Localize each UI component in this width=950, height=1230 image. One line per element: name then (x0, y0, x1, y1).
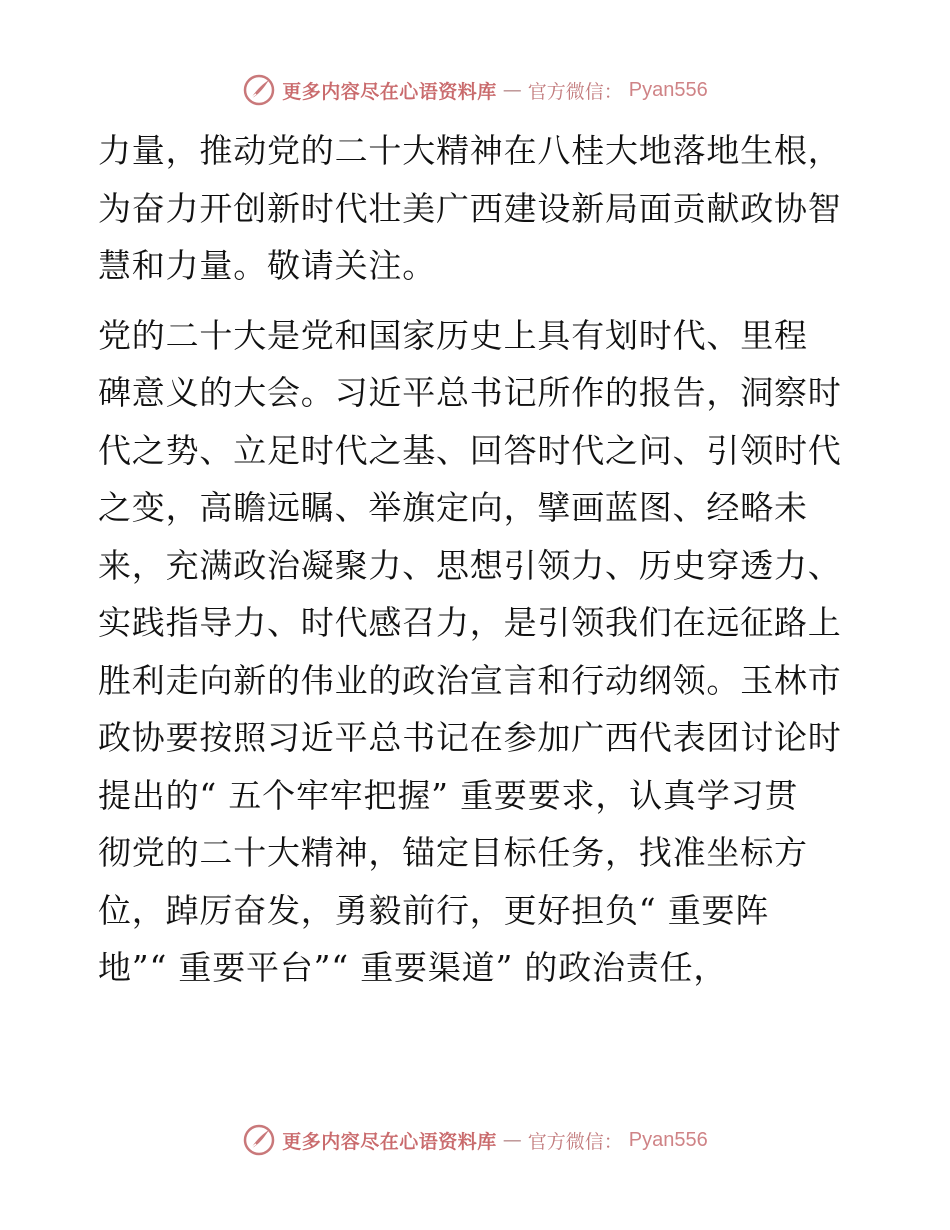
text-line: 之变，高瞻远瞩、举旗定向，擘画蓝图、经略未 (98, 488, 808, 527)
text-line: 力量，推动党的二十大精神在八桂大地落地生根， (98, 131, 842, 170)
quill-logo-icon (242, 1123, 276, 1157)
header-watermark (0, 72, 950, 108)
text-line: 提出的“ 五个牢牢把握” 重要要求，认真学习贯 (98, 775, 799, 815)
footer-watermark (0, 1122, 950, 1158)
watermark-brand: 更多内容尽在心语资料库 (282, 1130, 497, 1153)
text-line: 胜利走向新的伟业的政治宣言和行动纲领。玉林市 (98, 660, 842, 700)
paragraph-2 (98, 307, 850, 997)
text-line: 地”“ 重要平台”“ 重要渠道” 的政治责任， (98, 948, 728, 987)
text-line: 碑意义的大会。习近平总书记所作的报告，洞察时 (98, 373, 842, 412)
watermark-separator: — (502, 79, 522, 101)
document-body (98, 122, 850, 997)
text-line: 实践指导力、时代感召力，是引领我们在远征路上 (98, 603, 842, 642)
text-line: 党的二十大是党和国家历史上具有划时代、里程 (98, 315, 808, 355)
text-line: 代之势、立足时代之基、回答时代之问、引领时代 (98, 430, 842, 470)
text-line: 慧和力量。敬请关注。 (98, 246, 436, 285)
watermark-wechat-id: Pyan556 (628, 1128, 708, 1151)
watermark-brand: 更多内容尽在心语资料库 (282, 80, 497, 103)
text-line: 为奋力开创新时代壮美广西建设新局面贡献政协智 (98, 188, 842, 228)
watermark-wechat-label: 官方微信： (527, 80, 623, 103)
text-line: 政协要按照习近平总书记在参加广西代表团讨论时 (98, 718, 842, 757)
text-line: 位，踔厉奋发，勇毅前行，更好担负“ 重要阵 (98, 890, 770, 930)
watermark-wechat-id: Pyan556 (628, 78, 708, 101)
watermark-separator: — (502, 1129, 522, 1151)
paragraph-1 (98, 122, 850, 295)
quill-logo-icon (242, 73, 276, 107)
text-line: 来，充满政治凝聚力、思想引领力、历史穿透力、 (98, 545, 842, 585)
watermark-wechat-label: 官方微信： (527, 1130, 623, 1153)
text-line: 彻党的二十大精神，锚定目标任务，找准坐标方 (98, 833, 808, 872)
